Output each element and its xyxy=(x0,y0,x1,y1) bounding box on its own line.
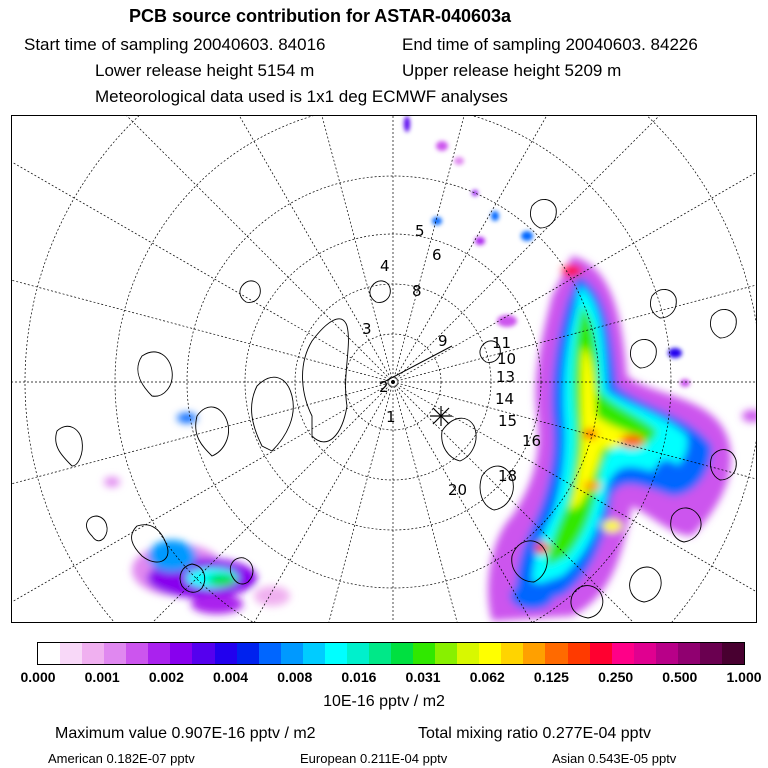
color-scale-cell xyxy=(413,643,435,664)
trajectory-label: 13 xyxy=(496,368,516,386)
color-scale-cell xyxy=(501,643,523,664)
units-label: 10E-16 pptv / m2 xyxy=(323,693,445,710)
color-scale-cell xyxy=(722,643,744,664)
plume-greenland xyxy=(104,413,290,614)
color-scale-tick-label: 0.004 xyxy=(213,669,249,685)
color-scale-bar xyxy=(37,642,745,665)
color-scale-cell xyxy=(215,643,237,664)
total-mixing-ratio: Total mixing ratio 0.277E-04 pptv xyxy=(418,725,652,742)
color-scale-tick-label: 0.500 xyxy=(662,669,698,685)
color-scale-cell xyxy=(281,643,303,664)
american-contribution: American 0.182E-07 pptv xyxy=(48,751,195,766)
color-scale-cell xyxy=(700,643,722,664)
color-scale-cell xyxy=(435,643,457,664)
color-scale-cell xyxy=(656,643,678,664)
trajectory-label: 8 xyxy=(412,282,422,300)
color-scale-tick-label: 0.125 xyxy=(533,669,569,685)
trajectory-label: 18 xyxy=(498,467,518,485)
color-scale-cell xyxy=(325,643,347,664)
lower-release-label: Lower release height 5154 m xyxy=(95,61,315,80)
color-scale-tick-label: 0.031 xyxy=(405,669,441,685)
color-scale-cell xyxy=(170,643,192,664)
trajectory-label: 16 xyxy=(522,432,542,450)
color-scale-cell xyxy=(457,643,479,664)
color-scale-cell xyxy=(82,643,104,664)
start-time-label: Start time of sampling 20040603. 84016 xyxy=(24,35,326,54)
color-scale-cell xyxy=(237,643,259,664)
color-scale-cell xyxy=(148,643,170,664)
trajectory-label: 11 xyxy=(492,334,512,352)
color-scale-cell xyxy=(259,643,281,664)
color-scale-cell xyxy=(60,643,82,664)
trajectory-label: 9 xyxy=(438,332,448,350)
end-time-label: End time of sampling 20040603. 84226 xyxy=(402,35,698,54)
color-scale-cell xyxy=(568,643,590,664)
color-scale-tick-label: 0.002 xyxy=(148,669,184,685)
color-scale-cell xyxy=(126,643,148,664)
trajectory-label: 1 xyxy=(386,408,396,426)
trajectory-label: 15 xyxy=(498,412,518,430)
color-scale-cell xyxy=(634,643,656,664)
trajectory-label: 20 xyxy=(448,481,468,499)
graticule xyxy=(12,116,756,622)
european-contribution: European 0.211E-04 pptv xyxy=(300,751,448,766)
color-scale-cell xyxy=(303,643,325,664)
color-scale-cell xyxy=(347,643,369,664)
upper-release-label: Upper release height 5209 m xyxy=(402,61,622,80)
trajectory-label: 10 xyxy=(497,350,517,368)
asian-contribution: Asian 0.543E-05 pptv xyxy=(552,751,677,766)
trajectory-label: 14 xyxy=(495,390,515,408)
color-scale-cell xyxy=(369,643,391,664)
trajectory-label: 3 xyxy=(362,320,372,338)
color-scale-tick-label: 0.250 xyxy=(598,669,634,685)
plot-title: PCB source contribution for ASTAR-040603a xyxy=(128,6,512,26)
color-scale-tick-label: 0.016 xyxy=(341,669,377,685)
color-scale-cell xyxy=(391,643,413,664)
color-scale-cell xyxy=(104,643,126,664)
color-scale-cell xyxy=(545,643,567,664)
polar-map xyxy=(12,116,756,622)
color-scale-cell xyxy=(192,643,214,664)
trajectory-label: 4 xyxy=(380,257,390,275)
color-scale-cell xyxy=(678,643,700,664)
trajectory-label: 2 xyxy=(379,378,389,396)
color-scale-cell xyxy=(523,643,545,664)
color-scale-tick-label: 0.001 xyxy=(84,669,120,685)
trajectory-label: 5 xyxy=(415,222,425,240)
color-scale-tick-label: 0.000 xyxy=(20,669,56,685)
maximum-value: Maximum value 0.907E-16 pptv / m2 xyxy=(55,725,316,742)
color-scale-cell xyxy=(479,643,501,664)
map-frame xyxy=(11,115,757,623)
color-scale-cell xyxy=(38,643,60,664)
color-scale-tick-label: 0.008 xyxy=(277,669,313,685)
color-scale-tick-label: 0.062 xyxy=(469,669,505,685)
color-scale-cell xyxy=(612,643,634,664)
trajectory-label: 6 xyxy=(432,246,442,264)
meteo-data-label: Meteorological data used is 1x1 deg ECMWF analyses xyxy=(95,87,508,106)
color-scale-tick-label: 1.000 xyxy=(726,669,762,685)
color-scale-cell xyxy=(590,643,612,664)
